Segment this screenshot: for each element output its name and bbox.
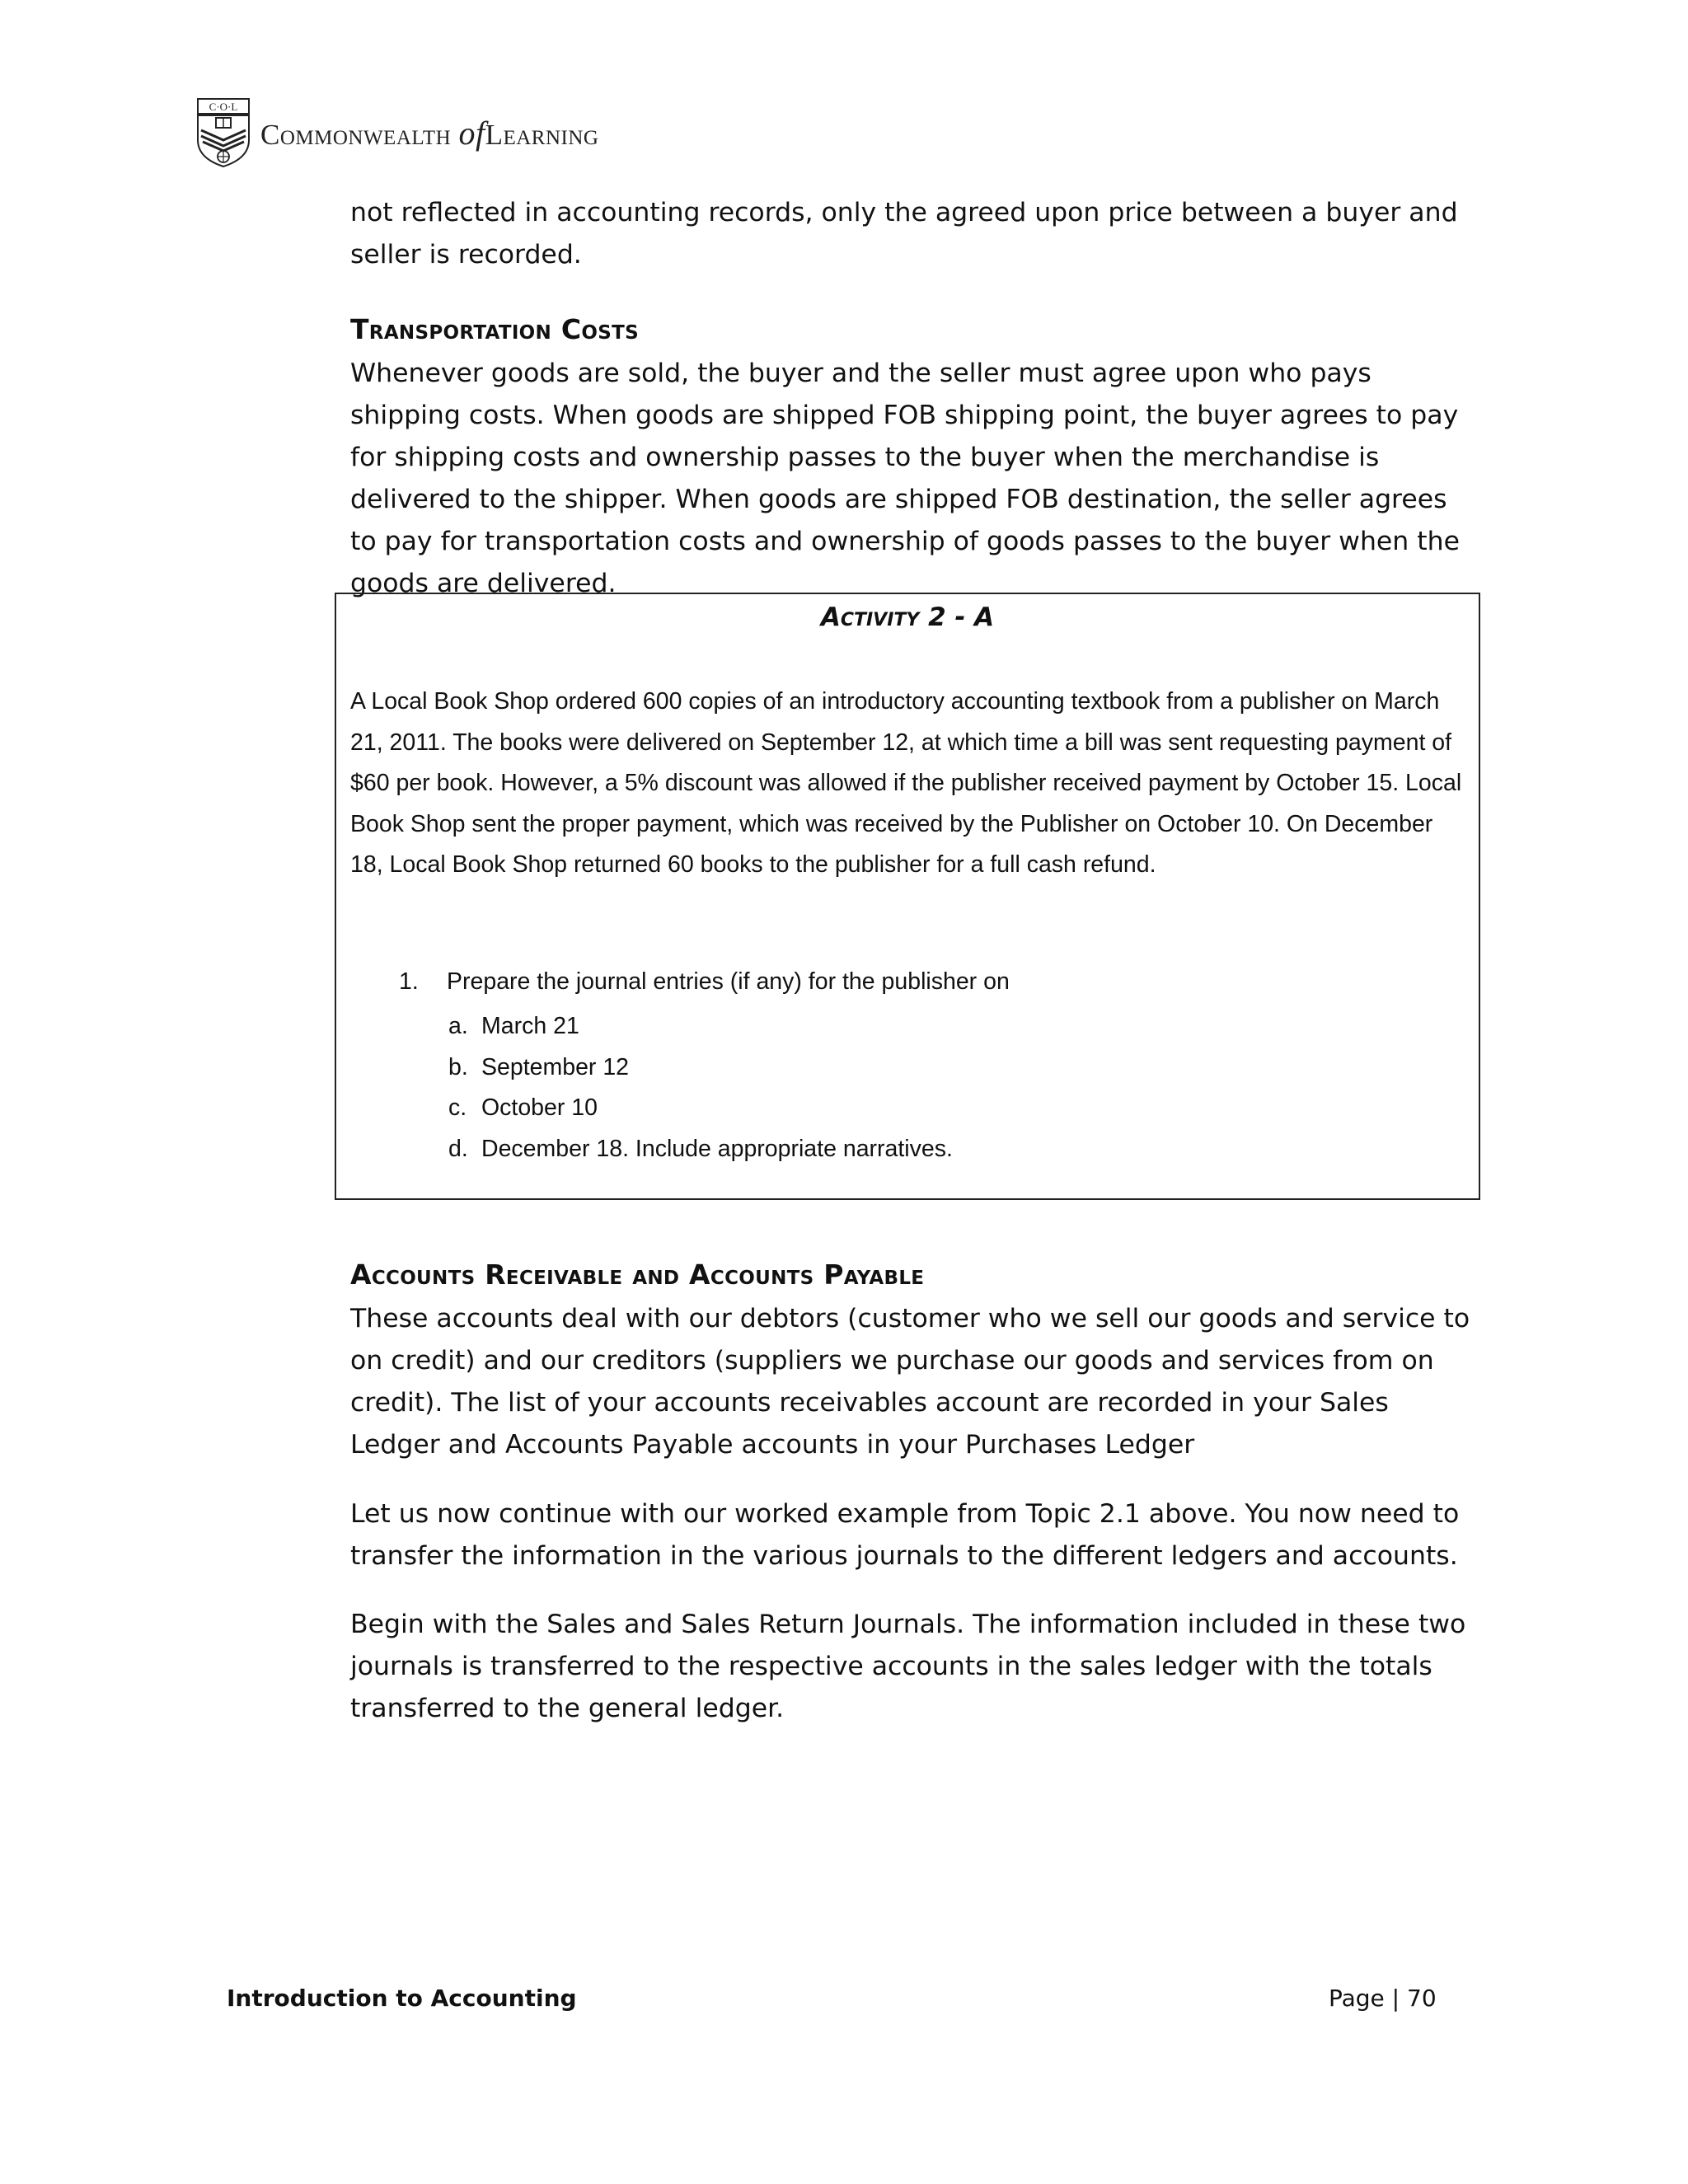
accounts-heading: Accounts Receivable and Accounts Payable — [350, 1258, 925, 1291]
list-item: c. October 10 — [448, 1094, 598, 1121]
col-shield-icon — [196, 97, 251, 168]
footer-title: Introduction to Accounting — [227, 1985, 577, 2012]
commonwealth-of-learning-logo — [196, 97, 598, 168]
list-item: a. March 21 — [448, 1013, 579, 1039]
activity-box — [335, 593, 1480, 1200]
question-sub-list — [448, 1006, 953, 1169]
question-text: Prepare the journal entries (if any) for the publisher on — [447, 968, 1010, 995]
accounts-paragraph-2: Let us now continue with our worked example from Topic 2.1 above. You now need to transfer the information in the various journals to the different ledgers and accounts. — [350, 1499, 1460, 1571]
accounts-paragraph-1: These accounts deal with our debtors (customer who we sell our goods and service to on credit) and our creditors (suppliers we purchase our goods and services from on credit). The list of your accounts receivables account are recorded in your Sales Ledger and Accounts Payable accounts in your Purchases Ledger — [350, 1304, 1470, 1460]
activity-question — [399, 968, 1010, 996]
activity-title: Activity 2 - A — [820, 602, 995, 632]
question-number: 1. — [399, 968, 419, 995]
list-item: d. December 18. Include appropriate narratives. — [448, 1135, 953, 1162]
list-item: b. September 12 — [448, 1053, 630, 1080]
accounts-paragraph-3: Begin with the Sales and Sales Return Journals. The information included in these two journals is transferred to the respective accounts in the sales ledger with the totals transferred to the general ledger. — [350, 1610, 1466, 1723]
transportation-costs-paragraph: Whenever goods are sold, the buyer and the seller must agree upon who pays shipping costs. When goods are shipped FOB shipping point, the buyer agrees to pay for shipping costs and ownership passes to the buyer when the merchandise is delivered to the shipper. When goods are shipped FOB destination, the seller agrees to pay for transportation costs and ownership of goods passes to the buyer when the goods are delivered. — [350, 359, 1460, 598]
intro-paragraph: not reflected in accounting records, only the agreed upon price between a buyer and seller is recorded. — [350, 198, 1458, 269]
transportation-costs-heading: Transportation Costs — [350, 313, 639, 345]
logo-wordmark: Commonwealth ofLearning — [260, 114, 599, 152]
activity-description: A Local Book Shop ordered 600 copies of an introductory accounting textbook from a publisher on March 21, 2011. The books were delivered on September 12, at which time a bill was sent requesting payment of $60 per book. However, a 5% discount was allowed if the publisher received payment by October 15. Local Book Shop sent the proper payment, which was received by the Publisher on October 10. On December 18, Local Book Shop returned 60 books to the publisher for a full cash refund. — [350, 688, 1462, 878]
svg-text:C·O·L: C·O·L — [209, 101, 238, 113]
page-number: Page | 70 — [1329, 1985, 1437, 2012]
